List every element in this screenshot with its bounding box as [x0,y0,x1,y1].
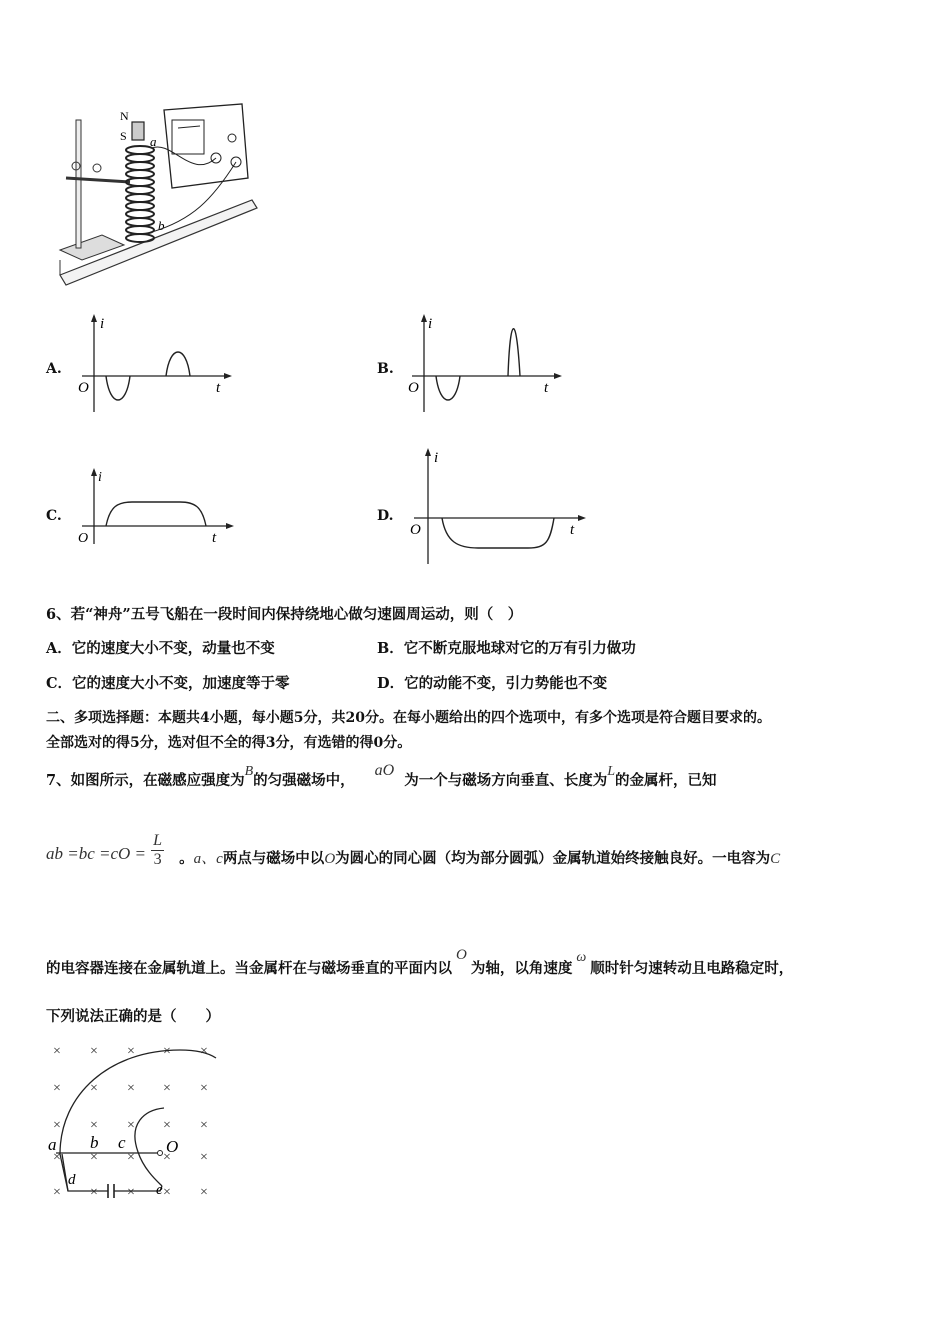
graph-b-spike [508,329,520,376]
section2-line1: 二、多项选择题：本题共4小题，每小题5分，共20分。在每小题给出的四个选项中，有多个选项是符合题目要求的。 [46,710,771,726]
field-label-a: a [48,1135,57,1154]
svg-text:t: t [570,522,575,538]
graph-a-curve-pos [166,352,190,376]
field-cross: × [90,1150,98,1165]
symbol-ao: aO [374,762,395,779]
graph-d-label: D. [377,508,394,524]
field-figure [40,1034,230,1214]
field-cross: × [90,1118,98,1133]
field-cross: × [163,1185,171,1200]
field-cross: × [200,1118,208,1133]
svg-text:i: i [434,450,439,466]
graph-c-curve [106,502,206,526]
field-cross: × [53,1081,61,1096]
section2-line2: 全部选对的得5分，选对但不全的得3分，有选错的得0分。 [46,735,412,751]
svg-text:t: t [212,530,217,546]
field-cross: × [200,1150,208,1165]
question7-line1: 7、如图所示，在磁感应强度为B的匀强磁场中，aO为一个与磁场方向垂直、长度为L的金属杆，已知 [46,762,717,789]
field-crosses [53,1044,208,1200]
graph-b-label: B. [377,361,394,377]
pivot-o [158,1151,163,1156]
field-cross: × [163,1044,171,1059]
field-label-e: e [156,1182,163,1198]
svg-text:t: t [216,380,221,396]
question7-line3: 的电容器连接在金属轨道上。当金属杆在与磁场垂直的平面内以O为轴，以角速度ω顺时针匀速转动且电路稳定时， [46,947,794,977]
field-cross: × [127,1150,135,1165]
graph-b [402,312,572,414]
question7-line2: ab =bc =cO = $\frac{L}{3}$ 。a、c两点与磁场中以O为圆心的同心圆（均为部分圆弧）金属轨道始终接触良好。一电容为C [46,832,781,868]
field-label-o: O [166,1137,179,1156]
label-b: b [158,218,165,233]
apparatus-figure [52,100,262,290]
symbol-l: L [607,764,616,779]
field-cross: × [53,1118,61,1133]
question6-option-a: A．它的速度大小不变，动量也不变 [46,640,275,657]
field-cross: × [200,1081,208,1096]
inner-arc-track [135,1108,164,1186]
graph-a [72,312,242,414]
symbol-ac: a、c [193,851,223,867]
field-cross: × [127,1044,135,1059]
field-label-b: b [90,1133,99,1152]
svg-text:i: i [428,316,433,332]
label-a: a [150,134,157,149]
field-cross: × [53,1044,61,1059]
field-cross: × [127,1118,135,1133]
svg-text:i: i [98,470,102,485]
field-cross: × [53,1185,61,1200]
wire-right [114,1186,162,1191]
symbol-o-axis: O [456,947,467,963]
equation-segments: ab =bc =cO = [46,844,147,863]
coil [126,146,154,242]
svg-text:O: O [78,380,89,396]
field-label-c: c [118,1133,126,1152]
galvanometer [164,104,248,188]
symbol-omega: ω [576,950,587,965]
label-n: N [120,109,129,123]
graph-c [74,466,244,546]
question6-stem: 6、若“神舟”五号飞船在一段时间内保持绕地心做匀速圆周运动，则（ ） [46,606,523,623]
field-cross: × [90,1044,98,1059]
question6-option-d: D．它的动能不变，引力势能也不变 [377,675,608,692]
field-cross: × [163,1118,171,1133]
symbol-b: B [244,764,254,779]
field-cross: × [163,1150,171,1165]
symbol-o: O [324,851,336,867]
field-cross: × [90,1185,98,1200]
field-cross: × [127,1185,135,1200]
label-s: S [120,129,127,143]
graph-c-label: C. [46,508,62,524]
field-cross: × [163,1081,171,1096]
question6-option-b: B．它不断克服地球对它的万有引力做功 [377,640,636,657]
graph-a-curve-neg [106,376,130,400]
field-cross: × [127,1081,135,1096]
fraction-l-over-3: $\frac{L}{3}$ [153,832,163,868]
outer-arc-track [60,1050,216,1191]
bar-magnet [132,122,144,140]
svg-text:i: i [100,316,105,332]
symbol-c: C [770,851,781,867]
field-cross: × [200,1185,208,1200]
field-cross: × [200,1044,208,1059]
svg-text:O: O [78,531,89,546]
stand-rod [76,120,81,248]
svg-text:t: t [544,380,549,396]
graph-d [400,446,590,566]
svg-text:O: O [410,522,421,538]
field-cross: × [90,1081,98,1096]
svg-text:O: O [408,380,419,396]
graph-d-curve [442,518,554,548]
graph-b-curve-neg [436,376,460,400]
question7-line4: 下列说法正确的是（ ） [46,1008,220,1025]
graph-a-label: A. [46,361,62,377]
field-label-d: d [68,1172,76,1188]
question6-option-c: C．它的速度大小不变，加速度等于零 [46,675,290,692]
field-cross: × [53,1150,61,1165]
